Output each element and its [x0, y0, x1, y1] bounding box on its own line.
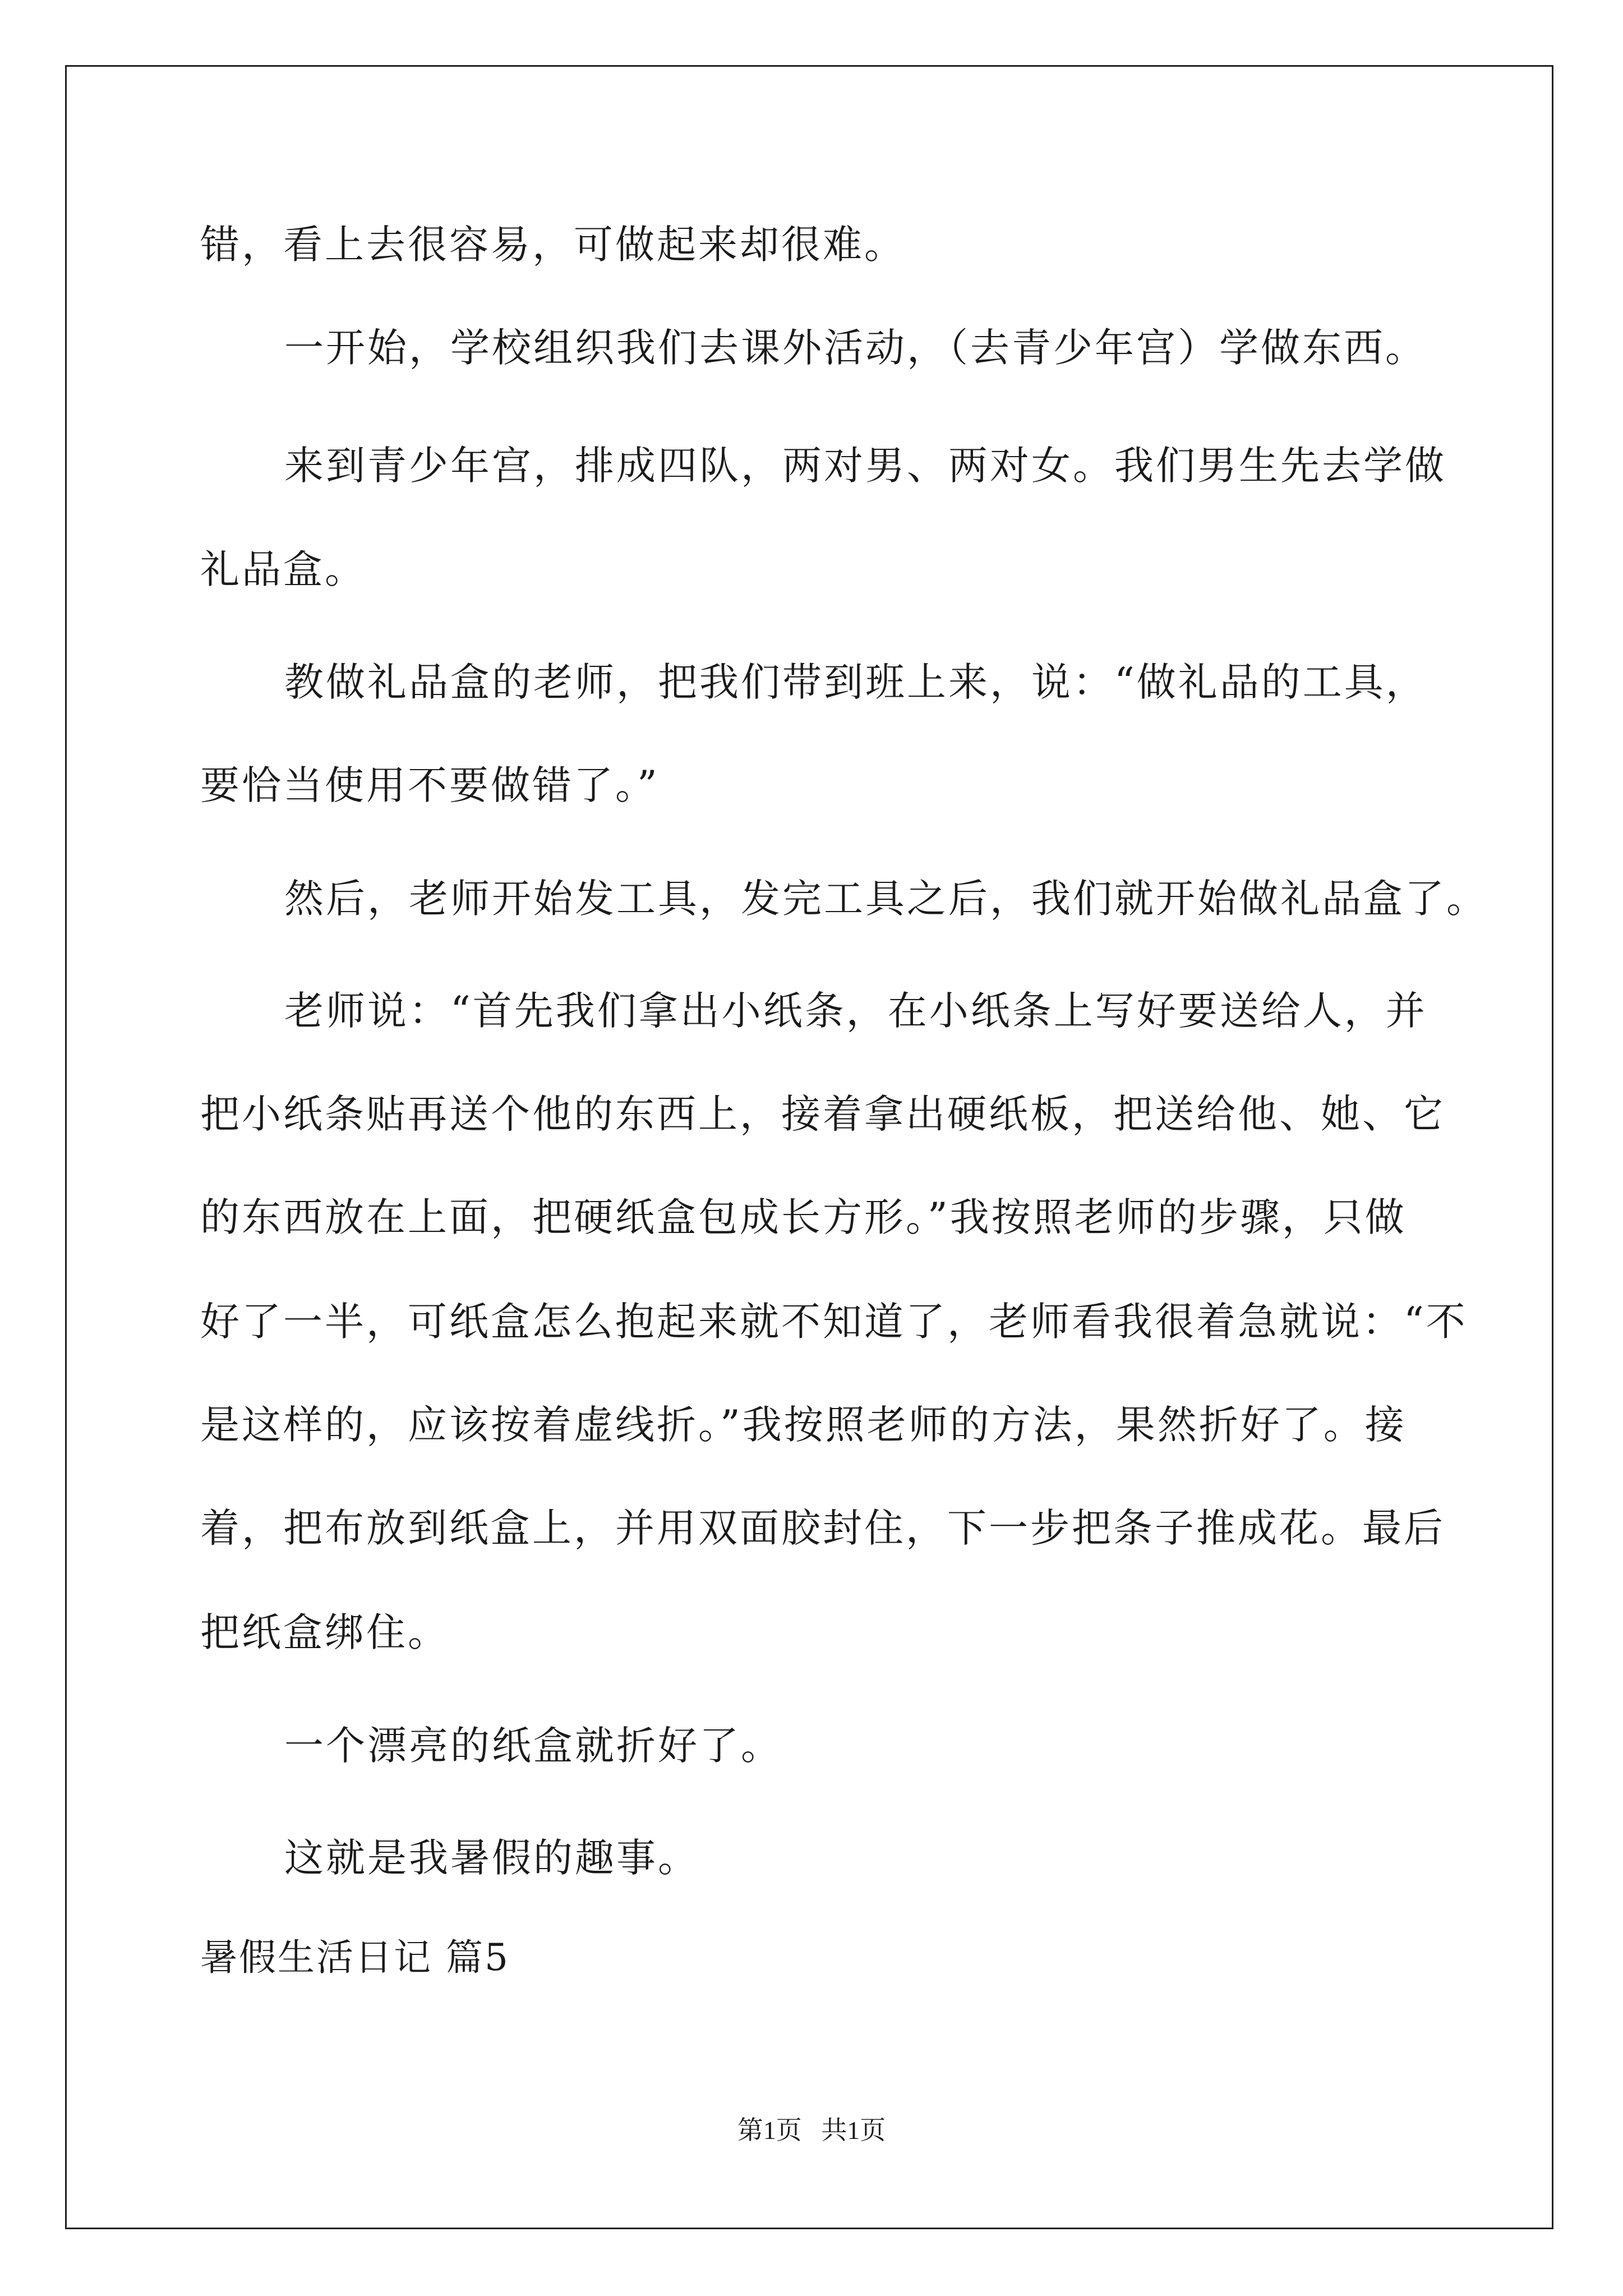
paragraph-line: 然后，老师开始发工具，发完工具之后，我们就开始做礼品盒了。	[284, 876, 1488, 922]
paragraph-line: 是这样的，应该按着虚线折。”我按照老师的方法，果然折好了。接	[200, 1402, 1407, 1448]
paragraph-line: 错，看上去很容易，可做起来却很难。	[200, 222, 906, 268]
paragraph-line: 要恰当使用不要做错了。”	[200, 762, 660, 808]
page-footer: 第1页 共1页	[737, 2116, 886, 2145]
paragraph-line: 一开始，学校组织我们去课外活动，（去青少年宫）学做东西。	[284, 325, 1427, 371]
paragraph-line: 一个漂亮的纸盒就折好了。	[284, 1723, 782, 1769]
paragraph-line: 教做礼品盒的老师，把我们带到班上来，说：“做礼品的工具，	[284, 659, 1427, 705]
paragraph-line: 把纸盒绑住。	[200, 1609, 449, 1655]
section-heading: 暑假生活日记 篇5	[200, 1936, 510, 1979]
paragraph-line: 这就是我暑假的趣事。	[284, 1835, 699, 1881]
paragraph-line: 的东西放在上面，把硬纸盒包成长方形。”我按照老师的步骤，只做	[200, 1194, 1407, 1240]
paragraph-line: 好了一半，可纸盒怎么抱起来就不知道了，老师看我很着急就说：“不	[200, 1299, 1468, 1345]
paragraph-line: 礼品盒。	[200, 546, 366, 592]
paragraph-line: 老师说：“首先我们拿出小纸条，在小纸条上写好要送给人，并	[284, 988, 1427, 1034]
paragraph-line: 着，把布放到纸盒上，并用双面胶封住，下一步把条子推成花。最后	[200, 1505, 1445, 1551]
page-border	[65, 65, 1553, 2229]
paragraph-line: 来到青少年宫，排成四队，两对男、两对女。我们男生先去学做	[284, 443, 1446, 489]
paragraph-line: 把小纸条贴再送个他的东西上，接着拿出硬纸板，把送给他、她、它	[200, 1091, 1445, 1137]
